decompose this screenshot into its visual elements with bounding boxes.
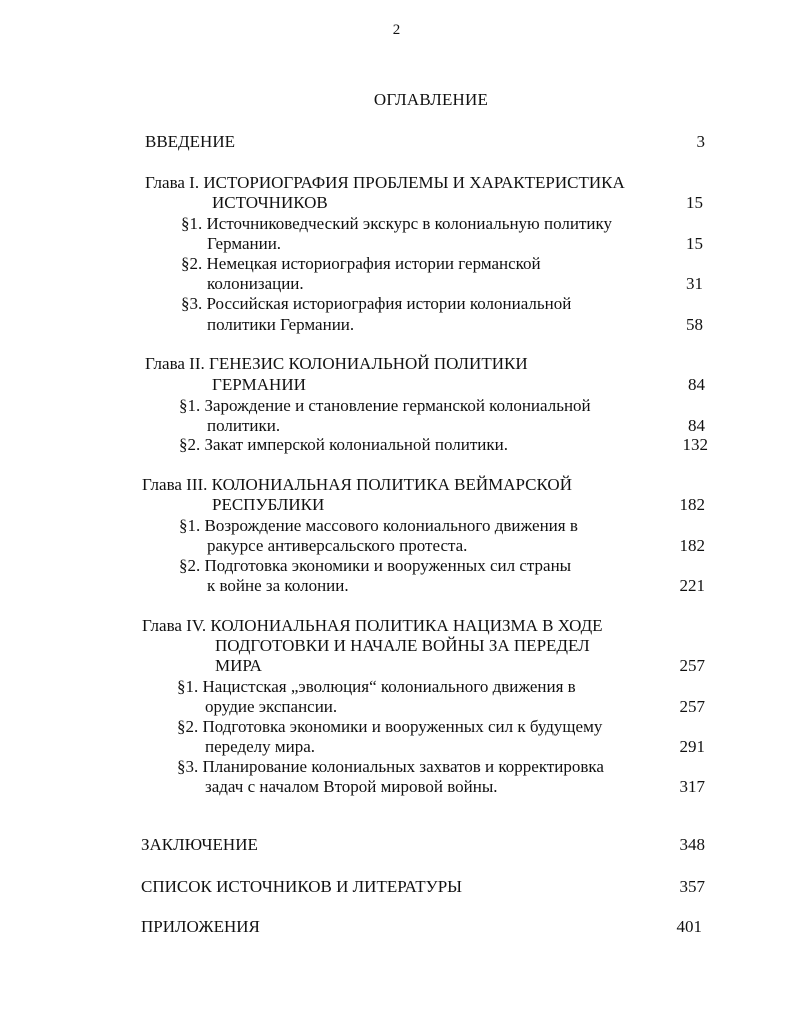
ch4-section-2[interactable]: §2. Подготовка экономики и вооруженных сил к будущему (177, 717, 603, 736)
ch1-section-2[interactable]: §2. Немецкая историография истории германской (181, 254, 541, 273)
chapter-4-page: 257 (679, 656, 705, 675)
ch3-section-2[interactable]: §2. Подготовка экономики и вооруженных сил страны (179, 556, 572, 575)
chapter-2-title[interactable]: Глава II. ГЕНЕЗИС КОЛОНИАЛЬНОЙ ПОЛИТИКИ (145, 354, 528, 373)
ch3-section-1[interactable]: §1. Возрождение массового колониального движения в (179, 516, 578, 535)
toc-title: ОГЛАВЛЕНИЕ (373, 90, 489, 109)
chapter-2-title-cont[interactable]: ГЕРМАНИИ (212, 375, 306, 394)
ch3-section-2-cont[interactable]: к войне за колонии. (207, 576, 349, 595)
ch2-section-1-cont[interactable]: политики. (207, 416, 281, 435)
toc-page-intro: 3 (696, 132, 705, 151)
ch1-section-2-cont[interactable]: колонизации. (207, 274, 304, 293)
ch2-section-1-page: 84 (688, 416, 705, 435)
chapter-3-title[interactable]: Глава III. КОЛОНИАЛЬНАЯ ПОЛИТИКА ВЕЙМАРСКОЙ (142, 475, 572, 494)
chapter-1-title-cont[interactable]: ИСТОЧНИКОВ (212, 193, 328, 212)
toc-entry-sources[interactable]: СПИСОК ИСТОЧНИКОВ И ЛИТЕРАТУРЫ (141, 877, 462, 896)
ch3-section-1-cont[interactable]: ракурсе антиверсальского протеста. (207, 536, 468, 555)
chapter-4-title-cont-1[interactable]: ПОДГОТОВКИ И НАЧАЛЕ ВОЙНЫ ЗА ПЕРЕДЕЛ (215, 636, 590, 655)
chapter-1-page: 15 (686, 193, 703, 212)
ch4-section-1-page: 257 (679, 697, 705, 716)
ch2-section-2[interactable]: §2. Закат имперской колониальной политики. (179, 435, 508, 454)
ch1-section-3[interactable]: §3. Российская историография истории колониальной (181, 294, 572, 313)
ch4-section-2-cont[interactable]: переделу мира. (205, 737, 316, 756)
toc-page-sources: 357 (679, 877, 705, 896)
ch2-section-1[interactable]: §1. Зарождение и становление германской колониальной (179, 396, 591, 415)
toc-entry-conclusion[interactable]: ЗАКЛЮЧЕНИЕ (141, 835, 258, 854)
ch4-section-2-page: 291 (679, 737, 705, 756)
toc-entry-intro[interactable]: ВВЕДЕНИЕ (145, 132, 235, 151)
ch1-section-1[interactable]: §1. Источниковедческий экскурс в колониальную политику (181, 214, 612, 233)
page-number: 2 (392, 22, 401, 38)
ch3-section-2-page: 221 (679, 576, 705, 595)
toc-entry-appendix[interactable]: ПРИЛОЖЕНИЯ (141, 917, 260, 936)
ch1-section-2-page: 31 (686, 274, 703, 293)
chapter-4-title-cont-2[interactable]: МИРА (215, 656, 262, 675)
ch4-section-3-cont[interactable]: задач с началом Второй мировой войны. (205, 777, 498, 796)
ch4-section-3-page: 317 (679, 777, 705, 796)
chapter-3-page: 182 (679, 495, 705, 514)
ch1-section-1-page: 15 (686, 234, 703, 253)
chapter-1-title[interactable]: Глава I. ИСТОРИОГРАФИЯ ПРОБЛЕМЫ И ХАРАКТЕРИСТИКА (145, 173, 625, 192)
toc-page-appendix: 401 (676, 917, 702, 936)
ch1-section-3-page: 58 (686, 315, 703, 334)
ch2-section-2-page: 132 (682, 435, 708, 454)
ch4-section-1-cont[interactable]: орудие экспансии. (205, 697, 338, 716)
chapter-3-title-cont[interactable]: РЕСПУБЛИКИ (212, 495, 325, 514)
ch1-section-3-cont[interactable]: политики Германии. (207, 315, 355, 334)
chapter-4-title[interactable]: Глава IV. КОЛОНИАЛЬНАЯ ПОЛИТИКА НАЦИЗМА В ХОДЕ (142, 616, 603, 635)
chapter-2-page: 84 (688, 375, 705, 394)
ch1-section-1-cont[interactable]: Германии. (207, 234, 282, 253)
toc-page-conclusion: 348 (679, 835, 705, 854)
ch3-section-1-page: 182 (679, 536, 705, 555)
ch4-section-3[interactable]: §3. Планирование колониальных захватов и корректировка (177, 757, 604, 776)
ch4-section-1[interactable]: §1. Нацистская „эволюция“ колониального движения в (177, 677, 576, 696)
